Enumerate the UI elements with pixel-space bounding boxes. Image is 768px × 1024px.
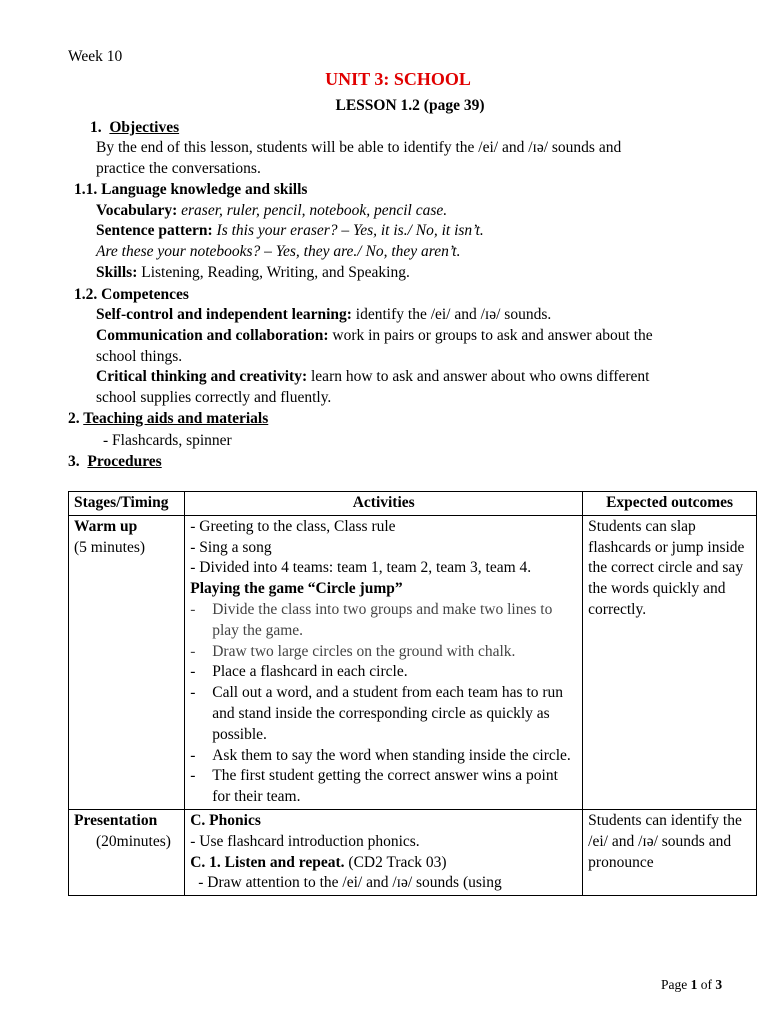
game-step bbox=[190, 766, 577, 808]
objectives-number: 1. bbox=[90, 119, 102, 136]
sentence-pattern-text: Is this your eraser? – Yes, it is./ No, it isn’t. bbox=[212, 222, 484, 239]
dash: - bbox=[190, 767, 196, 785]
unit-title: UNIT 3: SCHOOL bbox=[325, 69, 471, 89]
listen-repeat-text: (CD2 Track 03) bbox=[344, 853, 447, 871]
listen-repeat-line bbox=[190, 853, 577, 874]
game-step-text: Place a flashcard in each circle. bbox=[212, 663, 408, 681]
warmup-stage-cell bbox=[69, 515, 185, 809]
competence-1-text: identify the /ei/ and /ɪə/ sounds. bbox=[351, 306, 552, 323]
competence-3-text-2: school supplies correctly and fluently. bbox=[96, 389, 332, 406]
presentation-outcome-cell bbox=[583, 809, 757, 895]
presentation-stage: Presentation bbox=[74, 811, 158, 829]
warmup-timing: (5 minutes) bbox=[74, 538, 146, 556]
game-step-text: Divide the class into two groups and make two lines to play the game. bbox=[212, 600, 553, 639]
teaching-aids-heading bbox=[68, 409, 268, 429]
vocabulary-line bbox=[96, 201, 447, 221]
presentation-outcome: Students can identify the /ei/ and /ɪə/ sounds and pronounce bbox=[588, 811, 742, 871]
procedures-title: Procedures bbox=[87, 453, 162, 470]
competence-self-control bbox=[96, 305, 551, 325]
presentation-line-3: - Draw attention to the /ei/ and /ɪə/ sounds (using bbox=[198, 874, 502, 892]
header-activities: Activities bbox=[185, 492, 583, 516]
game-step-text: Draw two large circles on the ground with chalk. bbox=[212, 642, 516, 660]
vocabulary-text: eraser, ruler, pencil, notebook, pencil case. bbox=[177, 202, 448, 219]
competence-1-label: Self-control and independent learning: bbox=[96, 306, 352, 323]
sentence-pattern-label: Sentence pattern: bbox=[96, 222, 213, 239]
game-step bbox=[190, 746, 577, 767]
warmup-outcome: Students can slap flashcards or jump inside the correct circle and say the words quickly and correctly. bbox=[588, 517, 745, 618]
presentation-activities-cell bbox=[185, 809, 583, 895]
procedures-number: 3. bbox=[68, 453, 80, 470]
dash: - bbox=[190, 663, 196, 681]
warmup-line-1: - Greeting to the class, Class rule bbox=[190, 517, 396, 535]
competence-critical bbox=[96, 367, 649, 387]
sentence-pattern-text-2: Are these your notebooks? – Yes, they are./ No, they aren’t. bbox=[96, 243, 461, 260]
vocabulary-label: Vocabulary: bbox=[96, 202, 178, 219]
table-row-warmup bbox=[69, 515, 757, 809]
competence-2-text-2: school things. bbox=[96, 348, 183, 365]
page-of: of bbox=[697, 977, 716, 992]
competences-heading: 1.2. Competences bbox=[74, 286, 189, 303]
competence-2-text: work in pairs or groups to ask and answer about the bbox=[328, 327, 653, 344]
phonics-title: C. Phonics bbox=[190, 811, 261, 829]
warmup-activities-cell bbox=[185, 515, 583, 809]
objectives-intro-1: By the end of this lesson, students will be able to identify the /ei/ and /ɪə/ sounds and bbox=[96, 139, 622, 156]
competence-communication bbox=[96, 326, 653, 346]
teaching-aids-number: 2. bbox=[68, 410, 80, 427]
table-header-row bbox=[69, 492, 757, 516]
dash: - bbox=[190, 746, 196, 764]
competence-2-label: Communication and collaboration: bbox=[96, 327, 329, 344]
page-current: 1 bbox=[690, 977, 698, 992]
page-word: Page bbox=[661, 977, 691, 992]
game-step-text: The first student getting the correct answer wins a point for their team. bbox=[212, 767, 558, 806]
skills-line bbox=[96, 263, 410, 283]
objectives-intro-2: practice the conversations. bbox=[96, 160, 261, 177]
warmup-outcome-cell bbox=[583, 515, 757, 809]
presentation-line-1: - Use flashcard introduction phonics. bbox=[190, 832, 420, 850]
presentation-stage-cell bbox=[69, 809, 185, 895]
teaching-aids-item: - Flashcards, spinner bbox=[103, 432, 232, 449]
table-row-presentation bbox=[69, 809, 757, 895]
teaching-aids-title: Teaching aids and materials bbox=[83, 410, 269, 427]
dash: - bbox=[190, 600, 196, 618]
page-total: 3 bbox=[715, 977, 723, 992]
game-step bbox=[190, 662, 577, 683]
warmup-line-3: - Divided into 4 teams: team 1, team 2, team 3, team 4. bbox=[190, 559, 532, 577]
sentence-pattern-line bbox=[96, 221, 484, 241]
dash: - bbox=[190, 684, 196, 702]
week-label: Week 10 bbox=[68, 48, 123, 65]
warmup-stage: Warm up bbox=[74, 517, 138, 535]
game-title: Playing the game “Circle jump” bbox=[190, 580, 403, 598]
header-stages: Stages/Timing bbox=[69, 492, 185, 516]
warmup-line-2: - Sing a song bbox=[190, 538, 272, 556]
procedures-table bbox=[68, 491, 757, 896]
page-number bbox=[661, 977, 722, 993]
game-step bbox=[190, 683, 577, 745]
game-step bbox=[190, 642, 577, 663]
competence-3-label: Critical thinking and creativity: bbox=[96, 368, 308, 385]
skills-label: Skills: bbox=[96, 264, 138, 281]
game-step-text: Call out a word, and a student from each team has to run and stand inside the corresponding circle as quickly as possible. bbox=[212, 684, 564, 743]
game-step-text: Ask them to say the word when standing inside the circle. bbox=[212, 746, 571, 764]
presentation-timing: (20minutes) bbox=[96, 832, 171, 850]
listen-repeat-label: C. 1. Listen and repeat. bbox=[190, 853, 345, 871]
objectives-title: Objectives bbox=[109, 119, 180, 136]
header-outcomes: Expected outcomes bbox=[583, 492, 757, 516]
dash: - bbox=[190, 642, 196, 660]
game-step bbox=[190, 600, 577, 642]
skills-text: Listening, Reading, Writing, and Speaking. bbox=[137, 264, 410, 281]
competence-3-text: learn how to ask and answer about who owns different bbox=[307, 368, 650, 385]
procedures-heading bbox=[68, 452, 162, 472]
language-knowledge-heading: 1.1. Language knowledge and skills bbox=[74, 181, 308, 198]
objectives-heading bbox=[90, 118, 179, 138]
lesson-title: LESSON 1.2 (page 39) bbox=[335, 97, 485, 114]
